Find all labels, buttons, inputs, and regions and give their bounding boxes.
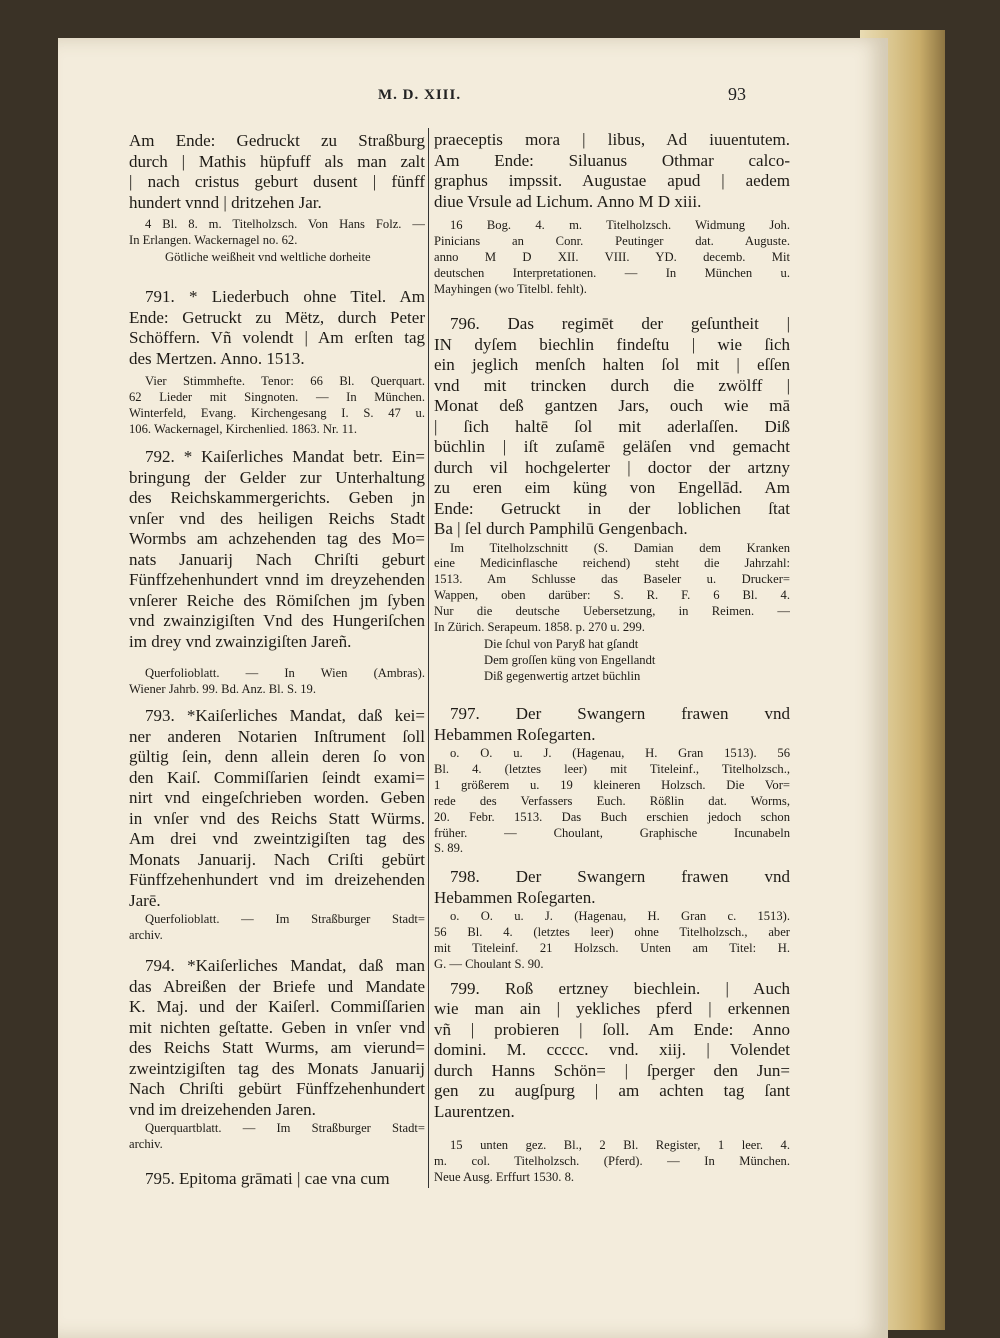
entry-note-line: Querquartblatt. — Im Straßburger Stadt= xyxy=(145,1121,425,1135)
entry-note-line: rede des Verfassers Euch. Rößlin dat. Worms, xyxy=(434,793,790,808)
entry-note-line: Querfolioblatt. — In Wien (Ambras). xyxy=(145,666,425,680)
entry-note-line: Neue Ausg. Erffurt 1530. 8. xyxy=(434,1169,575,1184)
entry-text-line: gültig ſein, denn allein deren ſo von xyxy=(129,747,425,766)
entry-text-line: nirt vnd eingeſchrieben worden. Geben xyxy=(129,788,425,807)
entry-text-line: | ſich haltē ſol mit aderlaſſen. Diß xyxy=(434,416,790,436)
entry-note-line: S. 89. xyxy=(434,841,464,856)
entry-text-line: Hebammen Roſegarten. xyxy=(434,887,596,907)
entry-note-line: o. O. u. J. (Hagenau, H. Gran c. 1513). xyxy=(450,909,790,923)
entry-note-line: 20. Febr. 1513. Das Buch erschien jedoch schon xyxy=(434,809,790,824)
entry-text-line: nats Januarij Nach Chriſti geburt xyxy=(129,549,425,569)
entry-note-line: Wappen, oben darüber: S. R. F. 6 Bl. 4. xyxy=(434,588,790,603)
entry-note-line: o. O. u. J. (Hagenau, H. Gran 1513). 56 xyxy=(450,746,790,760)
verse-line: Dem groſſen küng von Engellandt xyxy=(484,652,656,667)
entry-text-line: Hebammen Roſegarten. xyxy=(434,724,596,744)
entry-text-line: 792. * Kaiſerliches Mandat betr. Ein= xyxy=(145,447,425,466)
entry-text-line: Laurentzen. xyxy=(434,1101,515,1121)
entry-text-line: durch vil hochgelerter | doctor der artzny xyxy=(434,457,790,477)
entry-note-line: m. col. Titelholzsch. (Pferd). — In München. xyxy=(434,1153,790,1168)
entry-text-line: ner anderen Notarien Inſtrument ſoll xyxy=(129,726,425,746)
entry-text-line: gen zu augſpurg | am achten tag ſant xyxy=(434,1081,790,1101)
entry-text-line: 794. *Kaiſerliches Mandat, daß man xyxy=(145,956,425,975)
entry-note-line: anno M D XII. VIII. YD. decemb. Mit xyxy=(434,249,790,264)
entry-text-line: den Kaiſ. Commiſſarien ſeindt exami= xyxy=(129,767,425,787)
entry-text-line: vnd zwainzigiſten Vnd des Hungeriſchen xyxy=(129,611,425,630)
entry-text-line: ein jeglich menſch halten ſol mit | eſſen xyxy=(434,355,790,374)
entry-text-line: praeceptis mora | libus, Ad iuuentutem. xyxy=(434,130,790,149)
entry-text-line: mit nichten geſtatte. Geben in vnſer vnd xyxy=(129,1017,425,1037)
entry-text-line: des Reichskammergerichts. Geben jn xyxy=(129,488,425,507)
column-divider xyxy=(428,128,429,1188)
entry-note-line: Vier Stimmhefte. Tenor: 66 Bl. Querquart. xyxy=(145,374,425,388)
entry-note-line: 15 unten gez. Bl., 2 Bl. Register, 1 leer. 4. xyxy=(450,1138,790,1152)
entry-note-line: deutschen Interpretationen. — In München u. xyxy=(434,265,790,280)
entry-text-line: 793. *Kaiſerliches Mandat, daß kei= xyxy=(145,706,425,725)
entry-text-line: vnd mit trincken durch die zwölff | xyxy=(434,375,790,395)
entry-text-line: domini. M. ccccc. vnd. xiij. | Volendet xyxy=(434,1040,790,1060)
entry-text-line: Fünffzehenhundert vnnd im dreyzehenden xyxy=(129,570,425,589)
entry-text-line: 796. Das regimēt der geſuntheit | xyxy=(450,314,790,333)
entry-note-line: Mayhingen (wo Titelbl. fehlt). xyxy=(434,281,587,296)
entry-text-line: vñ | probieren | ſoll. Am Ende: Anno xyxy=(434,1019,790,1039)
entry-text-line: wie man ain | yekliches pferd | erkennen xyxy=(434,999,790,1019)
entry-note-line: archiv. xyxy=(129,1136,163,1151)
entry-note-line: Pinicians an Conr. Peutinger dat. Auguste. xyxy=(434,233,790,248)
entry-note-line: Im Titelholzschnitt (S. Damian dem Kranken xyxy=(450,540,790,555)
entry-text-line: | nach cristus geburt dusent | fünff xyxy=(129,172,425,191)
entry-text-line: Am Ende: Siluanus Othmar calco- xyxy=(434,150,790,170)
entry-text-line: 795. Epitoma grāmati | cae vna cum xyxy=(145,1169,390,1188)
entry-text-line: durch Hanns Schön= | ſperger den Jun= xyxy=(434,1060,790,1080)
entry-text-line: Nach Chriſti gebürt Fünffzehenhundert xyxy=(129,1079,425,1098)
verse-line: Götliche weißheit vnd weltliche dorheite xyxy=(165,250,371,264)
entry-note-line: Nur die deutsche Uebersetzung, in Reimen. — xyxy=(434,604,790,619)
entry-note-line: 56 Bl. 4. (letztes leer) ohne Titelholzsch., aber xyxy=(434,924,790,939)
entry-text-line: durch | Mathis hüpfuff als man zalt xyxy=(129,151,425,171)
entry-note-line: 106. Wackernagel, Kirchenlied. 1863. Nr. 11. xyxy=(129,421,358,436)
entry-text-line: büchlin | iſt zuſamē geläſen vnd gemacht xyxy=(434,437,790,456)
entry-note-line: eine Medicinflasche reichend) steht die Jahrzahl: xyxy=(434,556,790,571)
entry-note-line: 62 Lieder mit Singnoten. — In München. xyxy=(129,389,425,404)
entry-text-line: in vnſer vnd des Reichs Statt Würms. xyxy=(129,808,425,828)
entry-text-line: Schöffern. Vñ volendt | Am erſten tag xyxy=(129,328,425,347)
entry-text-line: graphus impssit. Augustae apud | aedem xyxy=(434,171,790,190)
entry-text-line: 797. Der Swangern frawen vnd xyxy=(450,704,790,723)
entry-text-line: Wormbs am achzehenden tag des Mo= xyxy=(129,529,425,548)
entry-note-line: früher. — Choulant, Graphische Incunabeln xyxy=(434,825,790,840)
entry-text-line: bringung der Gelder zur Unterhaltung xyxy=(129,467,425,487)
entry-text-line: Ba | ſel durch Pamphilū Gengenbach. xyxy=(434,519,688,538)
entry-note-line: 4 Bl. 8. m. Titelholzsch. Von Hans Folz. — xyxy=(145,217,425,231)
entry-note-line: 1513. Am Schlusse das Baseler u. Drucker= xyxy=(434,572,790,587)
entry-note-line: In Zürich. Serapeum. 1858. p. 270 u. 299. xyxy=(434,620,645,634)
entry-note-line: Wiener Jahrb. 99. Bd. Anz. Bl. S. 19. xyxy=(129,681,316,696)
entry-note-line: archiv. xyxy=(129,927,163,942)
entry-note-line: 16 Bog. 4. m. Titelholzsch. Widmung Joh. xyxy=(450,218,790,232)
entry-text-line: zu eren eim küng von Engellād. Am xyxy=(434,478,790,497)
entry-text-line: IN dyſem biechlin findeſtu | wie ſich xyxy=(434,334,790,354)
entry-text-line: zweintzigiſten tag des Monats Januarij xyxy=(129,1058,425,1078)
entry-text-line: K. Maj. und der Kaiſerl. Commiſſarien xyxy=(129,997,425,1016)
entry-text-line: Monat deß gantzen Jars, ouch wie mā xyxy=(434,396,790,415)
entry-text-line: 799. Roß ertzney biechlein. | Auch xyxy=(450,978,790,998)
entry-text-line: Jarē. xyxy=(129,890,161,910)
entry-text-line: 798. Der Swangern frawen vnd xyxy=(450,867,790,886)
entry-note-line: G. — Choulant S. 90. xyxy=(434,956,544,971)
verse-line: Die ſchul von Paryß hat gſandt xyxy=(484,636,639,651)
entry-note-line: mit Titeleinf. 21 Holzsch. Unten am Titel: H. xyxy=(434,940,790,955)
entry-text-line: vnd im dreizehenden Jaren. xyxy=(129,1099,316,1119)
entry-text-line: des Mertzen. Anno. 1513. xyxy=(129,348,305,368)
entry-note-line: Winterfeld, Evang. Kirchengesang I. S. 47 u. xyxy=(129,405,425,420)
entry-note-line: 1 größerem u. 19 kleineren Holzsch. Die Vor= xyxy=(434,777,790,792)
entry-text-line: hundert vnnd | dritzehen Jar. xyxy=(129,192,322,212)
entry-text-line: das Abreißen der Briefe und Mandate xyxy=(129,976,425,996)
running-head: M. D. XIII. xyxy=(378,87,462,103)
entry-text-line: Am Ende: Gedruckt zu Straßburg xyxy=(129,131,425,150)
entry-text-line: vnſer vnd des heiligen Reichs Stadt xyxy=(129,508,425,528)
entry-text-line: 791. * Liederbuch ohne Titel. Am xyxy=(145,287,425,306)
verse-line: Diß gegenwertig artzet büchlin xyxy=(484,668,641,683)
entry-text-line: Am drei vnd zweintzigiſten tag des xyxy=(129,829,425,848)
entry-text-line: Fünffzehenhundert vnd im dreizehenden xyxy=(129,870,425,889)
entry-note-line: In Erlangen. Wackernagel no. 62. xyxy=(129,232,298,247)
entry-text-line: vnſerer Reiche des Römiſchen jm ſyben xyxy=(129,590,425,610)
page-number: 93 xyxy=(728,84,746,104)
entry-text-line: diue Vrsule ad Lichum. Anno M D xiii. xyxy=(434,191,702,211)
entry-note-line: Querfolioblatt. — Im Straßburger Stadt= xyxy=(145,912,425,926)
entry-text-line: im drey vnd zwainzigiſten Jareñ. xyxy=(129,631,352,651)
entry-text-line: Ende: Getruckt in der loblichen ſtat xyxy=(434,498,790,518)
entry-text-line: des Reichs Statt Wurms, am vierund= xyxy=(129,1038,425,1057)
entry-text-line: Monats Januarij. Nach Criſti gebürt xyxy=(129,849,425,869)
entry-text-line: Ende: Getruckt zu Mëtz, durch Peter xyxy=(129,307,425,327)
entry-note-line: Bl. 4. (letztes leer) mit Titeleinf., Titelholzsch., xyxy=(434,761,790,776)
